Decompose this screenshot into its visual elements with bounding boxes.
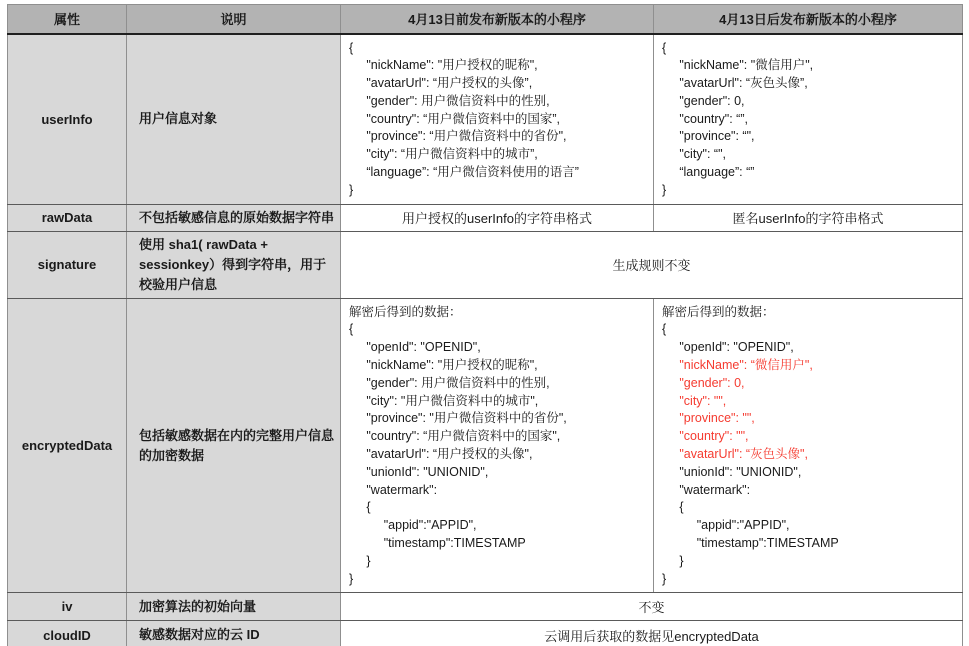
code-line: "watermark": <box>662 482 751 497</box>
attr-cell: signature <box>8 231 127 298</box>
code-line: "nickName": “微信用户", <box>662 358 813 373</box>
code-line: } <box>349 553 371 568</box>
desc-cell: 用户信息对象 <box>127 34 341 205</box>
code-line: { <box>349 500 371 515</box>
code-line: "openId": "OPENID", <box>349 340 481 355</box>
before-cell <box>341 298 654 593</box>
attr-cell: rawData <box>8 204 127 231</box>
code-line: "openId": "OPENID", <box>662 340 794 355</box>
attr-cell: userInfo <box>8 34 127 205</box>
column-header-attr: 属性 <box>8 5 127 34</box>
column-header-before-apr13: 4月13日前发布新版本的小程序 <box>341 5 654 34</box>
code-line: "country": “”, <box>662 111 748 126</box>
attr-cell: cloudID <box>8 621 127 646</box>
column-header-after-apr13: 4月13日后发布新版本的小程序 <box>654 5 963 34</box>
code-line: "timestamp":TIMESTAMP <box>349 536 526 551</box>
after-cell <box>654 34 963 205</box>
code-line: "gender": 0, <box>662 93 745 108</box>
json-code-block <box>349 304 647 589</box>
code-line: "province": “用户微信资料中的省份", <box>349 129 567 144</box>
code-line: "country": “用户微信资料中的国家", <box>349 429 561 444</box>
code-line: "avatarUrl": “灰色头像”, <box>662 76 808 91</box>
code-line: { <box>662 322 667 337</box>
desc-cell: 敏感数据对应的云 ID <box>127 621 341 646</box>
code-line: "nickName": "用户授权的昵称", <box>349 58 538 73</box>
code-line: "country": “用户微信资料中的国家”, <box>349 111 560 126</box>
code-line: "city": "用户微信资料中的城市", <box>349 393 539 408</box>
table-row-rawdata <box>8 204 963 231</box>
code-line: "nickName": "用户授权的昵称", <box>349 358 538 373</box>
comparison-table <box>7 4 963 646</box>
code-line: "gender": 用户微信资料中的性别, <box>349 375 550 390</box>
code-line: "avatarUrl": “用户授权的头像”, <box>349 76 533 91</box>
code-line: "city": "", <box>662 393 727 408</box>
code-line: "country": "", <box>662 429 749 444</box>
code-line: 解密后得到的数据： <box>349 304 462 319</box>
code-line: { <box>349 322 354 337</box>
desc-cell: 包括敏感数据在内的完整用户信息的加密数据 <box>127 298 341 593</box>
attr-cell: iv <box>8 593 127 621</box>
code-line: "avatarUrl": “用户授权的头像", <box>349 447 533 462</box>
after-cell <box>654 298 963 593</box>
code-line: "appid":"APPID", <box>349 518 477 533</box>
code-line: “language”: “” <box>662 165 755 180</box>
code-line: "timestamp":TIMESTAMP <box>662 536 839 551</box>
before-cell <box>341 34 654 205</box>
code-line: "unionId": "UNIONID", <box>349 464 489 479</box>
code-line: } <box>349 571 354 586</box>
code-line: "avatarUrl": “灰色头像", <box>662 447 808 462</box>
code-line: "province": "用户微信资料中的省份", <box>349 411 567 426</box>
code-line: "watermark": <box>349 482 438 497</box>
table-row-signature <box>8 231 963 298</box>
before-cell: 用户授权的userInfo的字符串格式 <box>341 204 654 231</box>
code-line: "province": “", <box>662 129 755 144</box>
after-cell: 匿名userInfo的字符串格式 <box>654 204 963 231</box>
json-code-block <box>662 40 956 200</box>
code-line: "appid":"APPID", <box>662 518 790 533</box>
table-row-userinfo <box>8 34 963 205</box>
code-line: "city": “", <box>662 147 727 162</box>
code-line: "province": "", <box>662 411 755 426</box>
code-line: } <box>662 182 667 197</box>
code-line: { <box>349 40 354 55</box>
table-row-encrypteddata <box>8 298 963 593</box>
code-line: "gender": 用户微信资料中的性别, <box>349 93 550 108</box>
desc-cell: 加密算法的初始向量 <box>127 593 341 621</box>
code-line: 解密后得到的数据： <box>662 304 775 319</box>
json-code-block <box>349 40 647 200</box>
code-line: { <box>662 500 684 515</box>
code-line: } <box>662 553 684 568</box>
code-line: "gender": 0, <box>662 375 745 390</box>
table-row-iv <box>8 593 963 621</box>
json-code-block <box>662 304 956 589</box>
code-line: "city": “用户微信资料中的城市”, <box>349 147 538 162</box>
attr-cell: encryptedData <box>8 298 127 593</box>
table-row-cloudid <box>8 621 963 646</box>
code-line: "unionId": "UNIONID", <box>662 464 802 479</box>
desc-cell: 不包括敏感信息的原始数据字符串 <box>127 204 341 231</box>
span-cell: 云调用后获取的数据见encryptedData <box>341 621 963 646</box>
code-line: { <box>662 40 667 55</box>
span-cell: 不变 <box>341 593 963 621</box>
desc-cell: 使用 sha1( rawData + sessionkey）得到字符串，用于校验用户信息 <box>127 231 341 298</box>
code-line: “language”: “用户微信资料使用的语言” <box>349 165 579 180</box>
column-header-desc: 说明 <box>127 5 341 34</box>
code-line: "nickName": "微信用户", <box>662 58 814 73</box>
span-cell: 生成规则不变 <box>341 231 963 298</box>
code-line: } <box>662 571 667 586</box>
code-line: } <box>349 182 354 197</box>
header-row <box>8 5 963 34</box>
